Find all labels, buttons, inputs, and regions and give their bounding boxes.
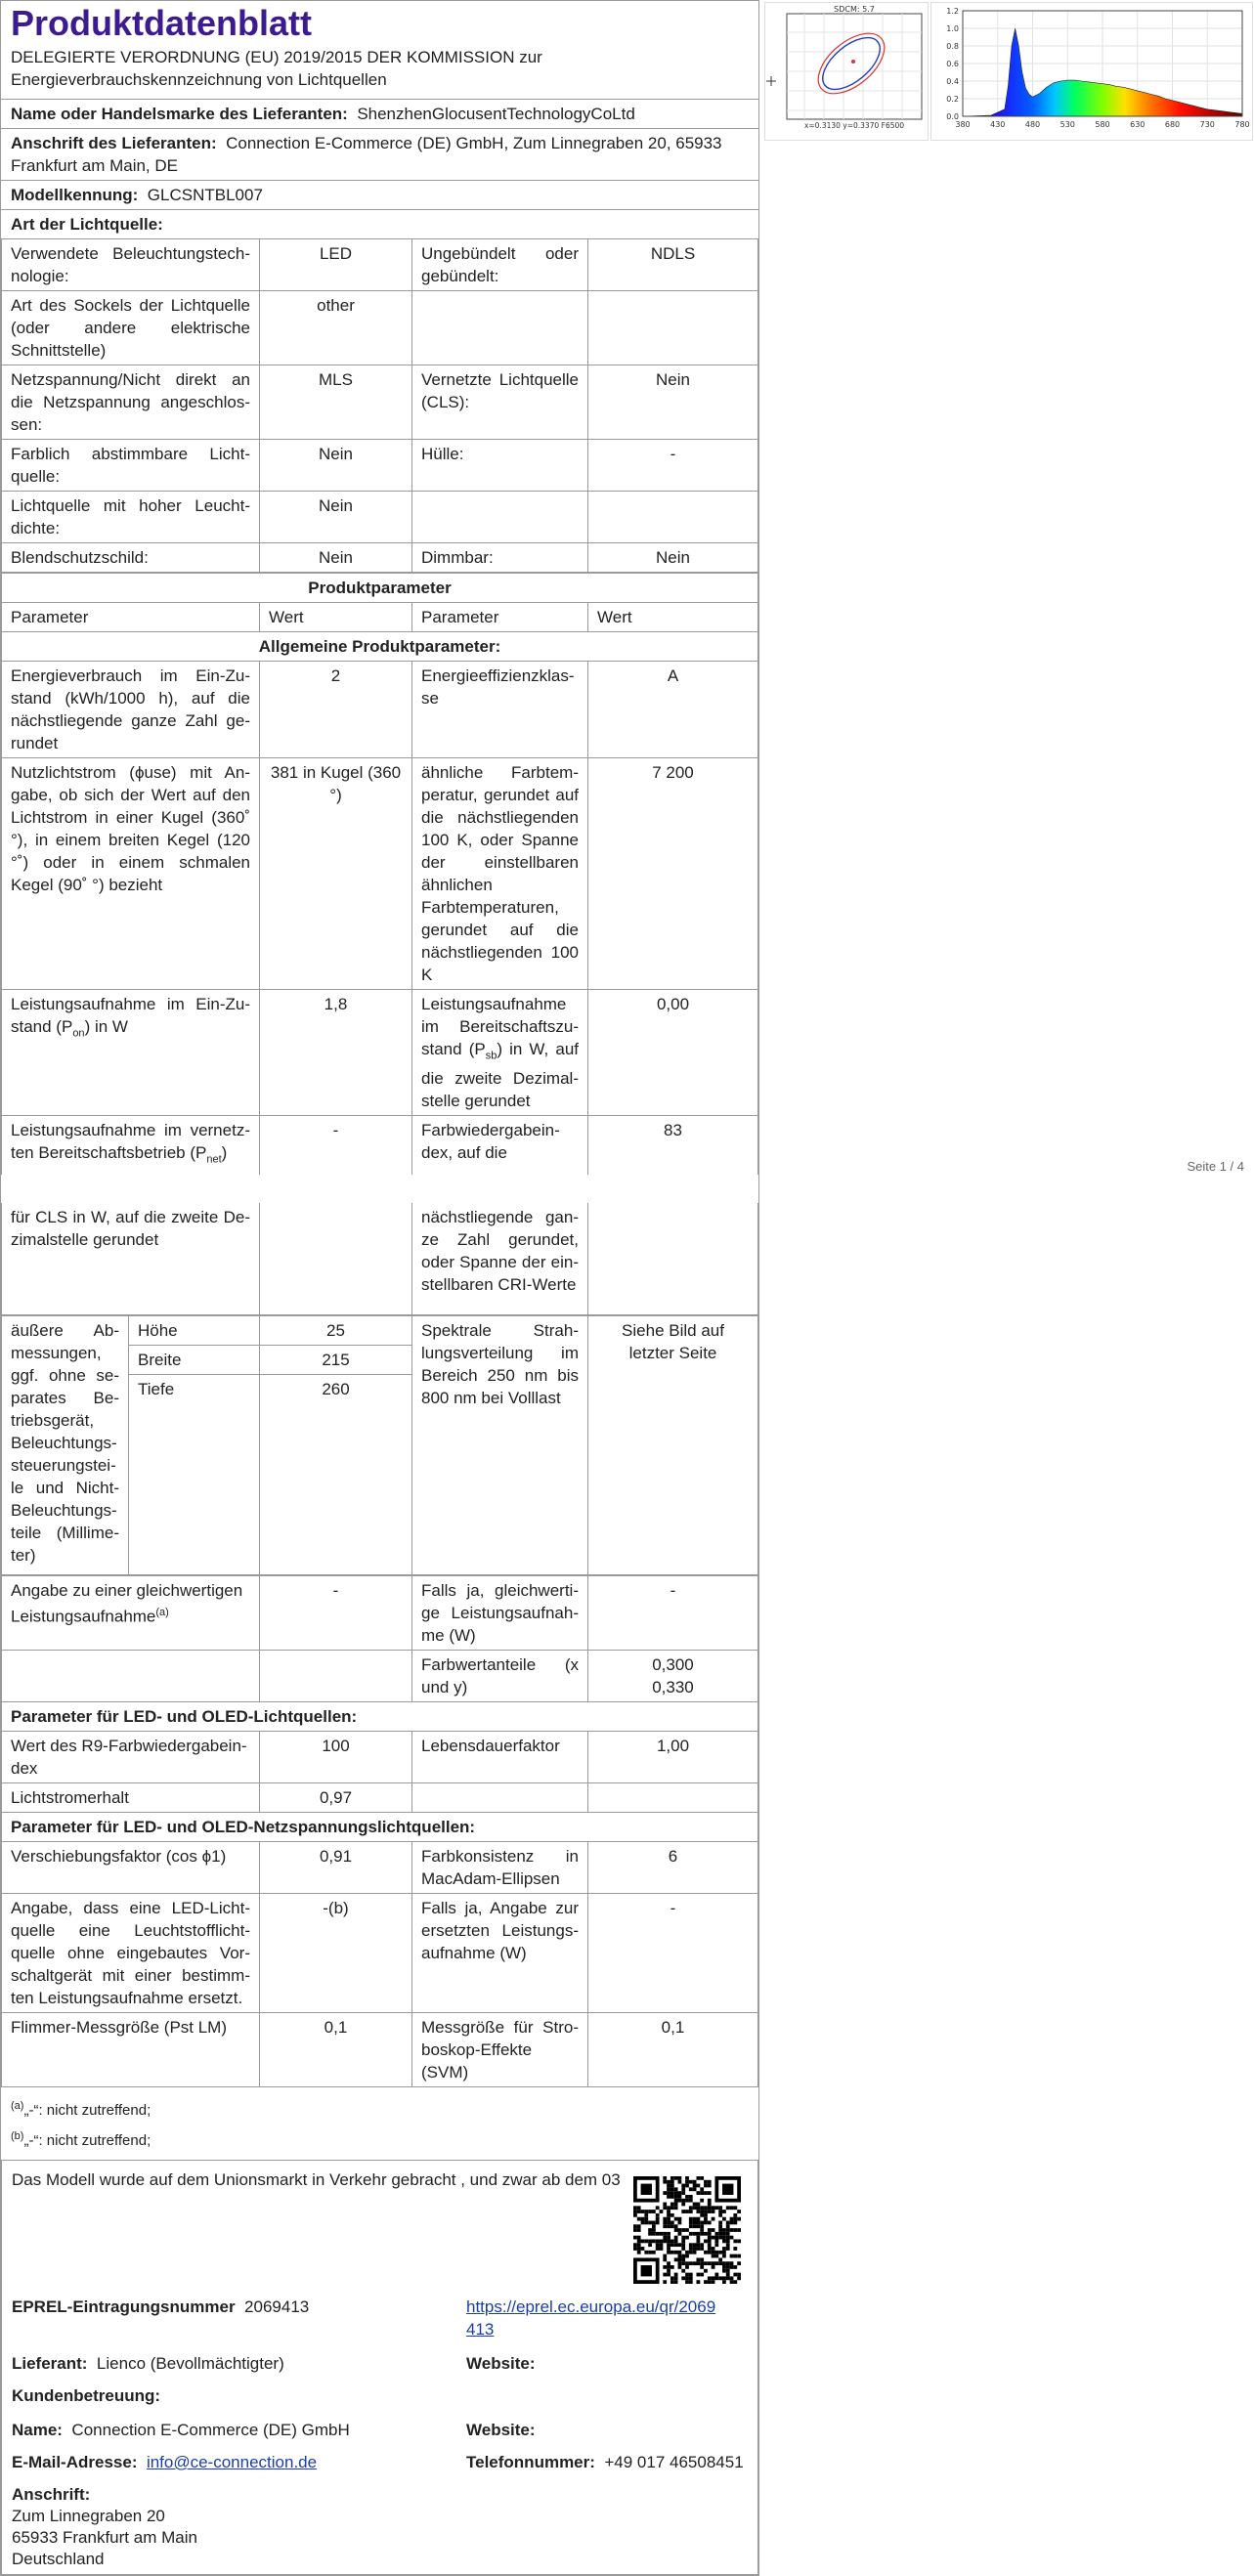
mains-param-row <box>2 1841 758 1893</box>
general-param-label: Energieeffizienzklasse <box>412 662 588 758</box>
type-param-value: NDLS <box>588 239 758 291</box>
general-param-label: Nutzlichtstrom (ϕuse) mit Angabe, ob sich der Wert auf den Lichtstrom in einer Kugel (360˚ °), in einem breiten Kegel (120 °˚) oder in einem schmalen Kegel (90˚ °) bezieht <box>2 758 260 990</box>
address-line-3: Deutschland <box>12 2549 105 2568</box>
x-tick-label: 530 <box>1059 120 1075 129</box>
type-param-value: Nein <box>588 365 758 440</box>
mains-param-value: -(b) <box>260 1893 412 2012</box>
lumen-maintenance-label: Lichtstromerhalt <box>2 1782 260 1812</box>
eprel-link[interactable]: https://eprel.ec.europa.eu/qr/2069413 <box>466 2297 716 2339</box>
cri-value: 83 <box>588 1116 758 1175</box>
mains-param-value: 0,1 <box>260 2012 412 2086</box>
type-param-label: Hülle: <box>412 440 588 492</box>
cri-label: Farbwiedergabeindex, auf die <box>412 1116 588 1175</box>
mains-param-value: 6 <box>588 1841 758 1893</box>
website2-label: Website: <box>466 2420 536 2439</box>
cie-diagram <box>765 3 930 142</box>
qr-code <box>633 2176 741 2284</box>
page-title: Produktdatenblatt <box>11 3 313 43</box>
cri-label-cont: nächstliegende ganze Zahl gerundet, oder Spanne der einstellbaren CRI-Werte <box>412 1203 588 1315</box>
type-param-value: MLS <box>260 365 412 440</box>
x-tick-label: 380 <box>955 120 971 129</box>
spectrum-label: Spektrale Strahlungsverteilung im Bereich 250 nm bis 800 nm bei Volllast <box>412 1316 588 1575</box>
type-param-label <box>412 492 588 543</box>
equivalent-power-table <box>1 1575 758 2087</box>
type-row <box>2 291 758 365</box>
equivalent-power-value: - <box>260 1575 412 1650</box>
dimensions-label: äußere Abmessungen, ggf. ohne separates Betriebsgerät, Beleuchtungssteuerungsteile und Nicht-Beleuchtungsteile (Millimeter) <box>2 1316 129 1575</box>
address-line-1: Zum Linnegraben 20 <box>12 2506 165 2525</box>
type-param-label: Farblich abstimmbare Lichtquelle: <box>2 440 260 492</box>
lifetime-factor-label: Lebensdauerfaktor <box>412 1731 588 1782</box>
footnotes <box>1 2087 758 2154</box>
general-params-heading: Allgemeine Produktparameter: <box>2 632 758 662</box>
model-row <box>1 180 758 209</box>
type-row <box>2 440 758 492</box>
dim-depth-label: Tiefe <box>129 1375 260 1404</box>
power-standby-value: 0,00 <box>588 990 758 1116</box>
website-label: Website: <box>466 2353 536 2373</box>
mains-param-label: Verschiebungsfaktor (cos ϕ1) <box>2 1841 260 1893</box>
model-id: GLCSNTBL007 <box>147 186 263 204</box>
supplier-address-label: Anschrift des Lieferanten: <box>11 134 217 152</box>
name-value: Connection E-Commerce (DE) GmbH <box>71 2420 350 2439</box>
address-line-2: 65933 Frankfurt am Main <box>12 2527 197 2547</box>
dim-depth-value: 260 <box>260 1375 412 1404</box>
x-tick-label: 480 <box>1024 120 1041 129</box>
dim-width-value: 215 <box>260 1346 412 1375</box>
footnote-b: $^{(b)}$„-“: nicht zutreffend; <box>11 2129 151 2149</box>
y-tick-label: 0.6 <box>946 60 959 68</box>
address-label: Anschrift: <box>12 2484 91 2504</box>
supplier-address: Connection E-Commerce (DE) GmbH, Zum Linnegraben 20, 65933 Frankfurt am Main, DE <box>11 134 722 175</box>
network-standby-label: Leistungsaufnahme im vernetzten Bereitschaftsbetrieb $(P_{net})$ <box>2 1116 260 1175</box>
x-tick-label: 680 <box>1164 120 1181 129</box>
col-value-2: Wert <box>588 603 758 632</box>
customer-service-heading: Kundenbetreuung: <box>12 2385 161 2405</box>
eprel-number: 2069413 <box>244 2297 310 2316</box>
eprel-box <box>1 2160 758 2575</box>
lifetime-factor-value: 1,00 <box>588 1731 758 1782</box>
type-param-value: Nein <box>588 543 758 573</box>
page-gap <box>1 1175 758 1203</box>
type-param-value: Nein <box>260 440 412 492</box>
mains-param-label: Flimmer-Messgröße (Pst LM) <box>2 2012 260 2086</box>
power-on-value: 1,8 <box>260 990 412 1116</box>
type-param-value: other <box>260 291 412 365</box>
product-params-table <box>1 573 758 1175</box>
spectrum-value: Siehe Bild auf letzter Seite <box>588 1316 758 1575</box>
phone-label: Telefonnummer: <box>466 2452 595 2471</box>
general-param-value: A <box>588 662 758 758</box>
y-tick-label: 0.4 <box>946 77 959 86</box>
y-tick-label: 1.2 <box>946 7 959 16</box>
cie-readout: x=0.3130 y=0.3370 F6500 <box>803 121 905 130</box>
name-label: Name: <box>12 2420 63 2439</box>
col-param-2: Parameter <box>412 603 588 632</box>
supplier-name-label: Name oder Handelsmarke des Lieferanten: <box>11 105 348 123</box>
supplier-label: Lieferant: <box>12 2353 88 2373</box>
dim-width-label: Breite <box>129 1346 260 1375</box>
y-tick-label: 0.2 <box>946 95 959 104</box>
col-param-1: Parameter <box>2 603 260 632</box>
page-number: Seite 1 / 4 <box>1187 1159 1244 1174</box>
general-param-value: 7 200 <box>588 758 758 990</box>
light-source-type-table <box>1 238 758 573</box>
type-param-value: - <box>588 440 758 492</box>
general-param-row <box>2 662 758 758</box>
type-row <box>2 492 758 543</box>
general-param-label: ähnliche Farbtemperatur, gerundet auf die nächstliegenden 100 K, oder Spanne der einstellbaren ähnlichen Farbtemperaturen, gerundet auf die nächstliegenden 100 K <box>412 758 588 990</box>
type-param-label: Lichtquelle mit hoher Leuchtdichte: <box>2 492 260 543</box>
spectrum-chart <box>931 3 1252 140</box>
type-param-label: Vernetzte Lichtquelle (CLS): <box>412 365 588 440</box>
dimensions-table <box>1 1315 758 1575</box>
params-heading: Produktparameter <box>2 574 758 603</box>
network-standby-value: - <box>260 1116 412 1175</box>
r9-label: Wert des R9-Farbwiedergabeindex <box>2 1731 260 1782</box>
supplier-name: ShenzhenGlocusentTechnologyCoLtd <box>357 105 635 123</box>
mains-param-value: 0,91 <box>260 1841 412 1893</box>
mains-param-label: Messgröße für Stroboskop-Effekte (SVM) <box>412 2012 588 2086</box>
dim-height-value: 25 <box>260 1316 412 1346</box>
type-param-label: Netzspannung/Nicht direkt an die Netzspannung angeschlossen: <box>2 365 260 440</box>
email-link[interactable]: info@ce-connection.de <box>146 2452 318 2471</box>
type-param-label: Art des Sockels der Lichtquelle (oder andere elektrische Schnittstelle) <box>2 291 260 365</box>
x-tick-label: 430 <box>990 120 1006 129</box>
r9-value: 100 <box>260 1731 412 1782</box>
x-tick-label: 780 <box>1234 120 1250 129</box>
mains-param-label: Farbkonsistenz in MacAdam-Ellipsen <box>412 1841 588 1893</box>
spectrum-chart-panel <box>930 2 1253 141</box>
supplier-value: Lienco (Bevollmächtigter) <box>96 2353 284 2373</box>
type-param-label: Dimmbar: <box>412 543 588 573</box>
mains-param-label: Angabe, dass eine LED-Lichtquelle eine Leuchtstofflichtquelle ohne eingebautes Vorschaltgerät mit einer bestimmten Leistungsaufnahme ersetzt. <box>2 1893 260 2012</box>
cie-chromaticity-panel <box>764 2 929 141</box>
equivalent-watts-value: - <box>588 1575 758 1650</box>
mains-param-label: Falls ja, Angabe zur ersetzten Leistungsaufnahme (W) <box>412 1893 588 2012</box>
col-value-1: Wert <box>260 603 412 632</box>
x-tick-label: 630 <box>1130 120 1146 129</box>
mains-param-row <box>2 2012 758 2086</box>
footnote-a: $^{(a)}$„-“: nicht zutreffend; <box>11 2099 151 2119</box>
market-text: Das Modell wurde auf dem Unionsmarkt in Verkehr gebracht , und zwar ab dem 03 <box>12 2169 621 2189</box>
general-param-value: 2 <box>260 662 412 758</box>
type-param-value: Nein <box>260 492 412 543</box>
x-tick-label: 580 <box>1095 120 1110 129</box>
power-on-label: Leistungsaufnahme im Ein-Zustand $(P_{on})$ in W <box>2 990 260 1116</box>
equivalent-watts-label: Falls ja, gleichwertige Leistungsaufnahme (W) <box>412 1575 588 1650</box>
type-param-value: Nein <box>260 543 412 573</box>
type-row <box>2 239 758 291</box>
product-params-table-continued <box>1 1203 758 1316</box>
mains-param-row <box>2 1893 758 2012</box>
x-tick-label: 730 <box>1199 120 1215 129</box>
power-standby-label: Leistungsaufnahme im Bereitschaftszustand $(P_{sb})$ in W, auf die zweite Dezimalstelle gerundet <box>412 990 588 1116</box>
general-param-label: Energieverbrauch im Ein-Zustand (kWh/1000 h), auf die nächstliegende ganze Zahl gerundet <box>2 662 260 758</box>
chromaticity-value: 0,300 0,330 <box>588 1650 758 1701</box>
lumen-maintenance-value: 0,97 <box>260 1782 412 1812</box>
general-param-row <box>2 758 758 990</box>
model-label: Modellkennung: <box>11 186 139 204</box>
dim-height-label: Höhe <box>129 1316 260 1346</box>
equivalent-power-label: Angabe zu einer gleichwertigen Leistungsaufnahme$^{(a)}$ <box>2 1575 260 1650</box>
mains-heading: Parameter für LED- und OLED-Netzspannungslichtquellen: <box>2 1812 758 1841</box>
type-param-label <box>412 291 588 365</box>
network-standby-label-cont: für CLS in W, auf die zweite Dezimalstelle gerundet <box>2 1203 260 1315</box>
light-source-type-heading: Art der Lichtquelle: <box>1 209 758 238</box>
y-tick-label: 1.0 <box>946 24 959 33</box>
type-param-label: Blendschutzschild: <box>2 543 260 573</box>
type-param-label: Verwendete Beleuchtungstechnologie: <box>2 239 260 291</box>
type-param-value <box>588 492 758 543</box>
led-heading: Parameter für LED- und OLED-Lichtquellen: <box>2 1701 758 1731</box>
type-param-value <box>588 291 758 365</box>
phone-value: +49 017 46508451 <box>604 2452 744 2471</box>
supplier-address-row <box>1 128 758 180</box>
eprel-label: EPREL-Eintragungsnummer <box>12 2297 236 2316</box>
email-label: E-Mail-Adresse: <box>12 2452 138 2471</box>
mains-param-value: - <box>588 1893 758 2012</box>
chromaticity-label: Farbwertanteile (x und y) <box>412 1650 588 1701</box>
y-tick-label: 0.8 <box>946 42 959 51</box>
regulation-subtitle: DELEGIERTE VERORDNUNG (EU) 2019/2015 DER KOMMISSION zur Energieverbrauchskennzeichnung von Lichtquellen <box>11 48 542 89</box>
type-row <box>2 365 758 440</box>
y-tick-label: 0.0 <box>946 112 959 121</box>
cie-title: SDCM: 5.7 <box>834 5 875 14</box>
type-param-label: Ungebündelt oder gebündelt: <box>412 239 588 291</box>
general-param-value: 381 in Kugel (360 °) <box>260 758 412 990</box>
supplier-name-row <box>1 99 758 128</box>
type-param-value: LED <box>260 239 412 291</box>
type-row <box>2 543 758 573</box>
mains-param-value: 0,1 <box>588 2012 758 2086</box>
